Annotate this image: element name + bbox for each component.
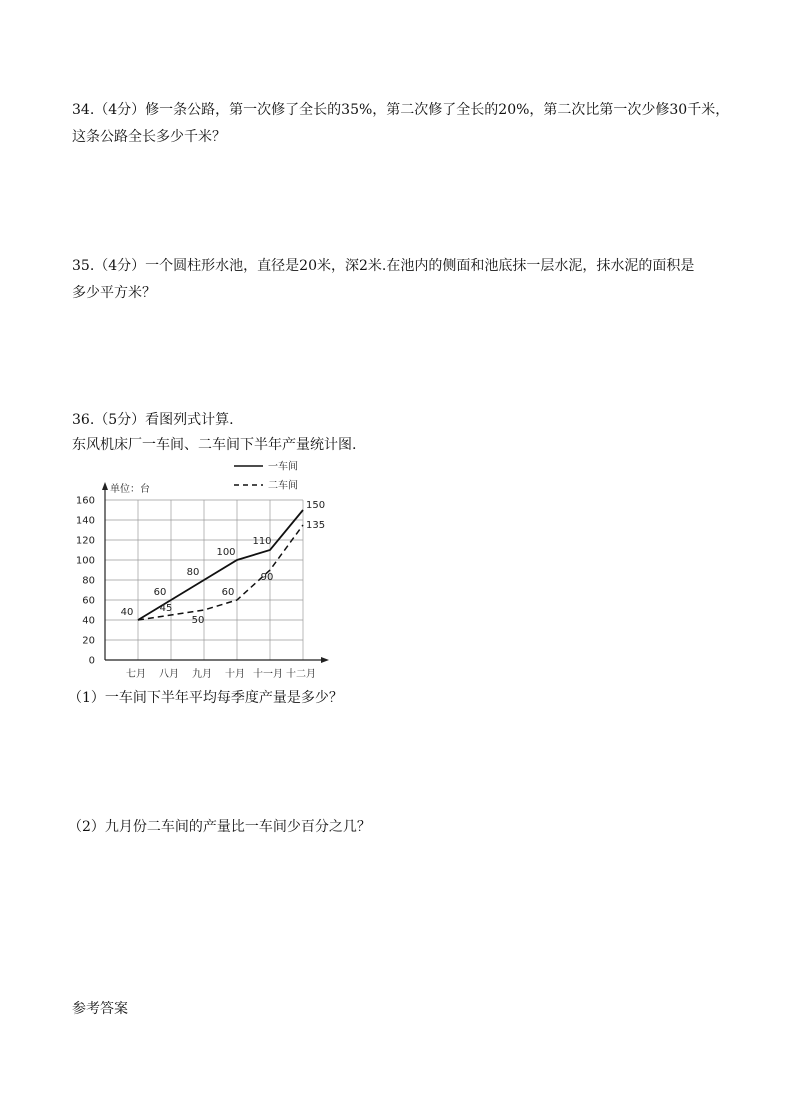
y-tick-label: 140 [75,515,95,527]
data-label: 45 [159,603,173,614]
y-tick-label: 0 [88,655,95,667]
y-tick-label: 100 [75,555,95,567]
data-label: 150 [306,500,326,511]
data-label: 100 [216,547,236,558]
data-label: 90 [260,572,274,583]
q35-line2: 多少平方米？ [72,285,156,301]
y-tick-label: 160 [75,495,95,507]
x-tick-label: 九月 [192,669,212,680]
y-tick-label: 80 [82,575,95,587]
q34-line1: 34.（4分）修一条公路，第一次修了全长的35%，第二次修了全长的20%，第二次比第一次少修30千米， [72,102,730,118]
x-tick-label: 七月 [126,669,146,680]
y-tick-label: 20 [82,635,95,647]
data-label: 110 [252,536,272,547]
unit-label: 单位：台 [110,484,150,495]
data-label: 135 [306,520,326,531]
q36-line1: 36.（5分）看图列式计算. [72,412,234,428]
y-tick-label: 120 [75,535,95,547]
legend-label: 一车间 [268,461,298,473]
q36-sub1: （1）一车间下半年平均每季度产量是多少？ [68,690,343,706]
q35-line1: 35.（4分）一个圆柱形水池，直径是20米，深2米.在池内的侧面和池底抹一层水泥，抹水泥的面积是 [72,258,695,274]
data-label: 60 [221,587,235,598]
x-tick-label: 十二月 [286,669,316,680]
legend-label: 二车间 [268,480,298,492]
data-label: 50 [191,615,205,626]
data-label: 60 [153,587,167,598]
data-label: 80 [186,567,200,578]
y-tick-label: 60 [82,595,95,607]
data-label: 40 [120,607,134,618]
q36-line2: 东风机床厂一车间、二车间下半年产量统计图. [72,437,357,453]
x-tick-label: 十月 [225,669,245,680]
q34-line2: 这条公路全长多少千米？ [72,129,226,145]
y-axis-arrow [102,482,108,490]
y-tick-label: 40 [82,615,95,627]
answers-heading: 参考答案 [72,1001,128,1017]
x-tick-label: 八月 [159,669,179,680]
production-line-chart [68,456,348,686]
q36-sub2: （2）九月份二车间的产量比一车间少百分之几？ [68,819,371,835]
x-axis-arrow [321,657,329,663]
x-tick-label: 十一月 [253,669,283,680]
